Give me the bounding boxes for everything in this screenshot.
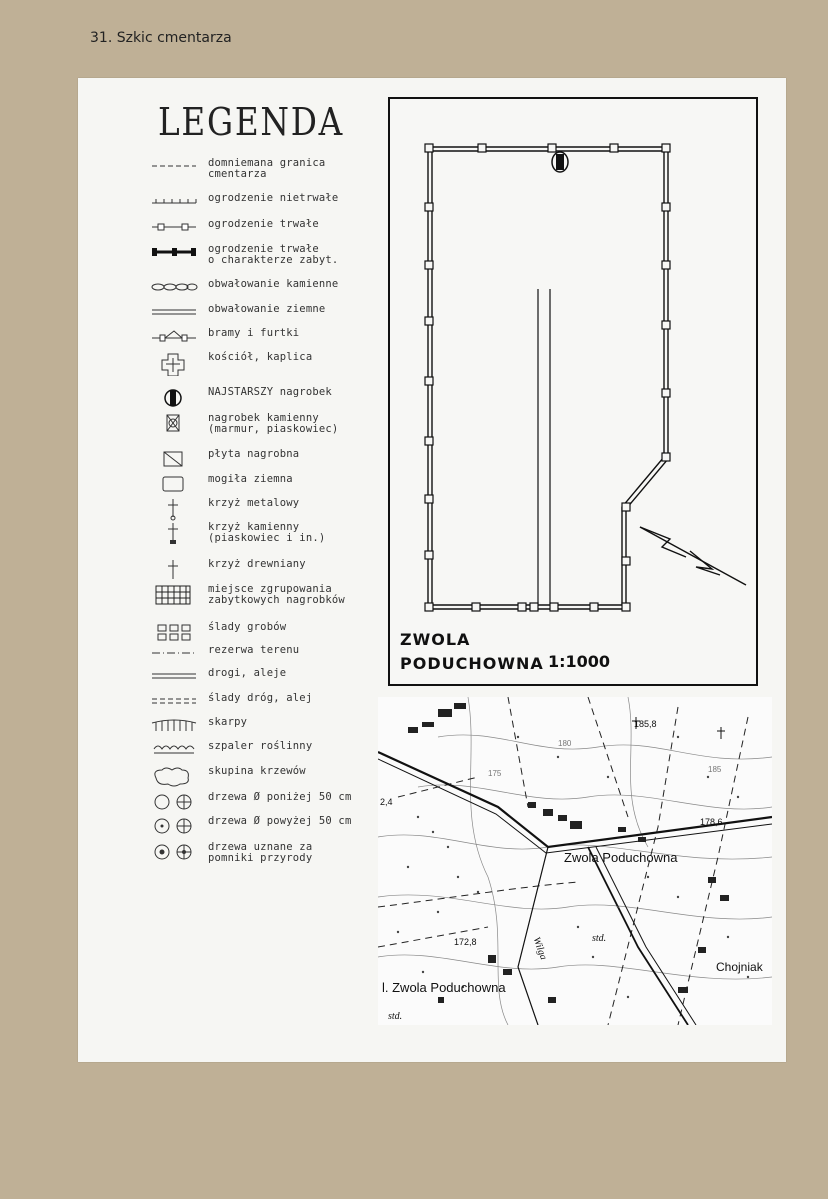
legend-item xyxy=(150,559,380,583)
legend-label: krzyż drewniany xyxy=(208,558,306,570)
tree-small-icon xyxy=(150,792,198,816)
sketch-scale: 1:1000 xyxy=(548,652,611,671)
legend-label: płyta nagrobna xyxy=(208,448,300,460)
legend-label: skarpy xyxy=(208,716,248,728)
legend-title: LEGENDA xyxy=(158,100,344,144)
earth-embankment-icon xyxy=(150,304,198,328)
legend-item xyxy=(150,584,380,608)
dashed-boundary-icon xyxy=(150,158,198,182)
legend-label: obwałowanie ziemne xyxy=(208,303,326,315)
tomb-slab-icon xyxy=(150,449,198,473)
temporary-fence-icon xyxy=(150,193,198,217)
contour-label: 185 xyxy=(708,765,722,774)
earth-grave-icon xyxy=(150,474,198,498)
legend-item xyxy=(150,328,380,352)
legend-label: szpaler roślinny xyxy=(208,740,313,752)
stone-cross-icon xyxy=(150,522,198,546)
legend-label: skupina krzewów xyxy=(208,765,306,777)
contour-label: 180 xyxy=(558,739,572,748)
roads-icon xyxy=(150,668,198,692)
legend-item xyxy=(150,413,380,437)
central-alley xyxy=(538,289,550,604)
legend-item xyxy=(150,816,380,840)
value-label: 2,4 xyxy=(380,797,393,807)
legend-item xyxy=(150,158,380,182)
village-label: l. Zwola Poduchowna xyxy=(382,980,506,995)
legend-label: mogiła ziemna xyxy=(208,473,293,485)
legend-item xyxy=(150,449,380,473)
legend-label: bramy i furtki xyxy=(208,327,300,339)
sketch-caption xyxy=(400,628,544,676)
metal-cross-icon xyxy=(150,498,198,522)
river-label: Wilga xyxy=(530,935,549,962)
legend-item xyxy=(150,219,380,243)
historic-fence-icon xyxy=(150,244,198,268)
legend-item xyxy=(150,193,380,217)
legend-item xyxy=(150,842,380,866)
legend-item xyxy=(150,352,380,376)
legend-label: drogi, aleje xyxy=(208,667,287,679)
terrain-reserve-icon xyxy=(150,645,198,669)
legend-label: miejsce zgrupowania zabytkowych nagrobków xyxy=(208,583,345,606)
legend-label: NAJSTARSZY nagrobek xyxy=(208,386,332,398)
elevation-label: 172,8 xyxy=(454,937,477,947)
legend-item xyxy=(150,645,380,669)
std-label: std. xyxy=(592,933,607,944)
stone-embankment-icon xyxy=(150,279,198,303)
fence-posts xyxy=(425,144,670,611)
legend-label: ogrodzenie nietrwałe xyxy=(208,192,339,204)
cemetery-fence xyxy=(428,147,668,609)
hedge-row-icon xyxy=(150,741,198,765)
natural-monument-tree-icon xyxy=(150,842,198,866)
legend-label: nagrobek kamienny (marmur, piaskowiec) xyxy=(208,412,339,435)
stone-tomb-icon xyxy=(150,413,198,437)
legend-label: krzyż metalowy xyxy=(208,497,300,509)
legend-label: ogrodzenie trwałe xyxy=(208,218,319,230)
legend-item xyxy=(150,522,380,546)
legend-label: kościół, kaplica xyxy=(208,351,313,363)
sketch-name-line1: ZWOLA xyxy=(400,630,471,649)
road-traces-icon xyxy=(150,693,198,717)
legend-item xyxy=(150,741,380,765)
oldest-tomb-icon xyxy=(552,152,568,172)
escarpment-icon xyxy=(150,717,198,741)
legend-label: rezerwa terenu xyxy=(208,644,300,656)
legend-item xyxy=(150,304,380,328)
sketch-name-line2: PODUCHOWNA xyxy=(400,654,544,673)
gate-icon xyxy=(150,328,198,352)
legend-item xyxy=(150,622,380,646)
historic-tombs-group-icon xyxy=(150,584,198,608)
oldest-tomb-icon xyxy=(150,387,198,411)
legend-item xyxy=(150,387,380,411)
permanent-fence-icon xyxy=(150,219,198,243)
legend-label: drzewa Ø powyżej 50 cm xyxy=(208,815,352,827)
legend-item xyxy=(150,792,380,816)
elevation-label: 185,8 xyxy=(634,719,657,729)
cemetery-sketch xyxy=(390,99,756,684)
legend-item xyxy=(150,717,380,741)
topographic-map xyxy=(378,697,772,1025)
legend-label: ślady grobów xyxy=(208,621,287,633)
grave-traces-icon xyxy=(150,622,198,646)
legend-item xyxy=(150,279,380,303)
legend-item xyxy=(150,693,380,717)
legend-item xyxy=(150,668,380,692)
elevation-label: 178,6 xyxy=(700,817,723,827)
north-arrow-icon xyxy=(640,527,746,585)
legend-label: domniemana granica cmentarza xyxy=(208,157,326,180)
legend-label: krzyż kamienny (piaskowiec i in.) xyxy=(208,521,326,544)
village-label: Zwola Poduchowna xyxy=(564,850,678,865)
page-title: 31. Szkic cmentarza xyxy=(90,30,232,46)
std-label: std. xyxy=(388,1011,403,1022)
legend-label: obwałowanie kamienne xyxy=(208,278,339,290)
legend-label: ślady dróg, alej xyxy=(208,692,313,704)
cemetery-sketch-frame xyxy=(388,97,758,686)
legend-label: drzewa Ø poniżej 50 cm xyxy=(208,791,352,803)
contour-label: 175 xyxy=(488,769,502,778)
legend-item xyxy=(150,474,380,498)
shrub-group-icon xyxy=(150,766,198,790)
legend-label: ogrodzenie trwałe o charakterze zabyt. xyxy=(208,243,339,266)
wooden-cross-icon xyxy=(150,559,198,583)
church-icon xyxy=(150,352,198,376)
legend-label: drzewa uznane za pomniki przyrody xyxy=(208,841,313,864)
tree-large-icon xyxy=(150,816,198,840)
legend-item xyxy=(150,244,380,268)
legend-item xyxy=(150,498,380,522)
village-label: Chojniak xyxy=(716,960,763,974)
legend-item xyxy=(150,766,380,790)
